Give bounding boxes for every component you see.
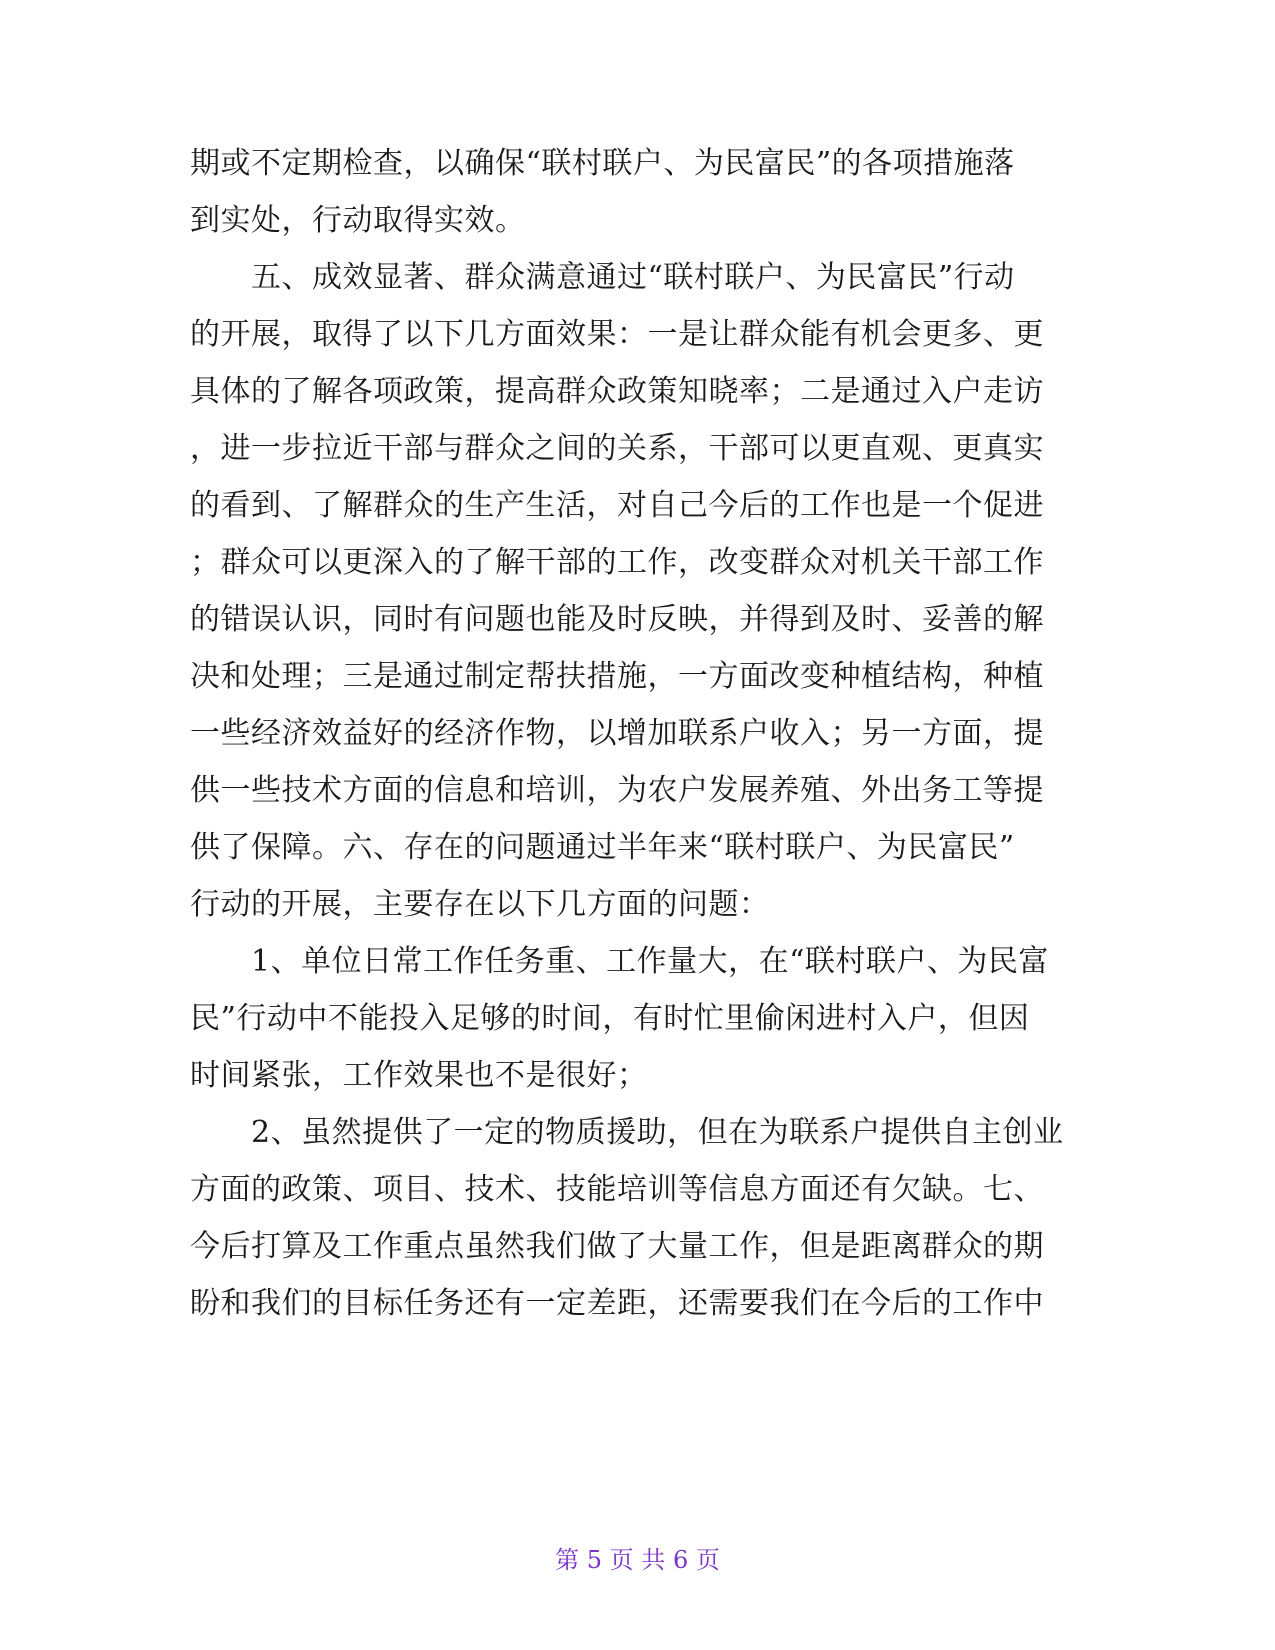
text-line: 五、成效显著、群众满意通过“联村联户、为民富民”行动 <box>190 260 1015 295</box>
text-line: 一些经济效益好的经济作物，以增加联系户收入；另一方面，提 <box>190 716 1044 751</box>
text-line: 今后打算及工作重点虽然我们做了大量工作，但是距离群众的期 <box>190 1229 1044 1264</box>
page-number-footer: 第 5 页 共 6 页 <box>555 1546 720 1574</box>
text-line: 决和处理；三是通过制定帮扶措施，一方面改变种植结构，种植 <box>190 659 1044 694</box>
text-line: 盼和我们的目标任务还有一定差距，还需要我们在今后的工作中 <box>190 1286 1044 1321</box>
text-line: 时间紧张，工作效果也不是很好； <box>190 1058 648 1093</box>
text-line: ，进一步拉近干部与群众之间的关系，干部可以更直观、更真实 <box>190 431 1044 466</box>
text-line: 的错误认识，同时有问题也能及时反映，并得到及时、妥善的解 <box>190 602 1044 637</box>
text-line: 方面的政策、项目、技术、技能培训等信息方面还有欠缺。七、 <box>190 1172 1044 1207</box>
text-line: 供一些技术方面的信息和培训，为农户发展养殖、外出务工等提 <box>190 773 1044 808</box>
text-line: 的看到、了解群众的生产生活，对自己今后的工作也是一个促进 <box>190 488 1044 523</box>
text-line: 具体的了解各项政策，提高群众政策知晓率；二是通过入户走访 <box>190 374 1044 409</box>
text-line: 的开展，取得了以下几方面效果：一是让群众能有机会更多、更 <box>190 317 1044 352</box>
text-line: 期或不定期检查，以确保“联村联户、为民富民”的各项措施落 <box>190 146 1015 181</box>
text-line: 供了保障。六、存在的问题通过半年来“联村联户、为民富民” <box>190 830 1015 865</box>
text-line: 行动的开展，主要存在以下几方面的问题： <box>190 887 770 922</box>
text-line: 到实处，行动取得实效。 <box>190 203 526 238</box>
text-line: 2、虽然提供了一定的物质援助，但在为联系户提供自主创业 <box>190 1115 1064 1150</box>
text-line: ；群众可以更深入的了解干部的工作，改变群众对机关干部工作 <box>190 545 1044 580</box>
text-line: 1、单位日常工作任务重、工作量大，在“联村联户、为民富 <box>190 944 1049 979</box>
text-line: 民”行动中不能投入足够的时间，有时忙里偷闲进村入户，但因 <box>190 1001 1030 1036</box>
